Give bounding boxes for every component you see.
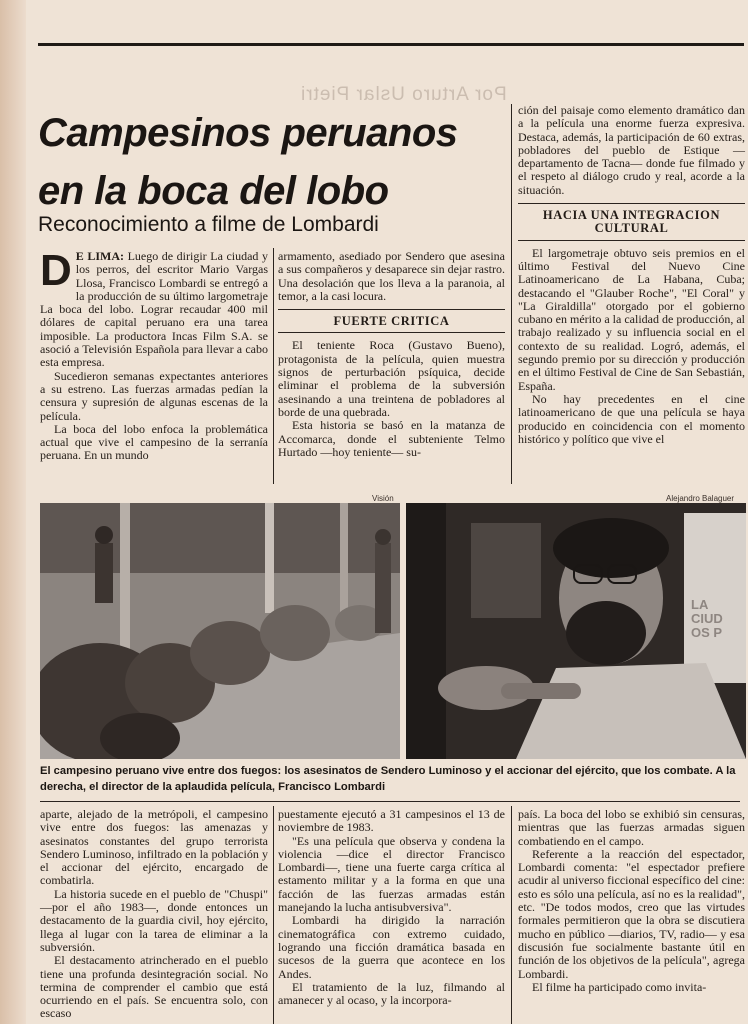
section-heading: FUERTE CRITICA [278,309,505,333]
photo-credit: Alejandro Balaguer [666,494,735,503]
headline: Campesinos peruanos en la boca del lobo [38,111,458,213]
paragraph: El filme ha participado como invita- [532,979,707,994]
photo-credit: Visión [372,494,394,503]
caption-rule [40,801,740,802]
column-divider [511,806,512,1024]
article-column-3 [518,104,745,446]
ghost-show-through-text: Por Arturo Uslar Pietri [300,84,507,105]
article-column-6 [518,808,745,994]
lead-paragraph [40,246,268,370]
column-divider [273,806,274,1024]
poster-text: LA CIUD OS P [691,597,723,640]
article-column-2 [278,250,505,459]
paragraph: La historia sucede en el pueblo de "Chuspi" —por el año 1983—, donde entonces un destacamento de la guardia civil, hoy ejército, llega al lugar con la tarea de eliminar a la subversión. [40,886,268,954]
article-column-5 [278,808,505,1007]
paragraph: Sucedieron semanas expectantes anteriores a su estreno. Las fuerzas armadas pedían la censura y supresión de algunas escenas de la película. [40,368,268,423]
paragraph: El destacamento atrincherado en el pueblo tiene una profunda desintegración social. No termina de comprender el cambio que está ocurriendo en el país. Se encuentra solo, con escaso [40,953,268,1021]
paragraph: puestamente ejecutó a 31 campesinos el 13 de noviembre de 1983. [278,807,505,835]
paragraph: El teniente Roca (Gustavo Bueno), protagonista de la película, quien muestra signos de perturbación psíquica, decide eliminar el problema de la subversión asesinando a una treintena de pobladores al borde de una quebrada. [278,338,505,419]
paragraph: Esta historia se basó en la matanza de Accomarca, donde el subteniente Telmo Hurtado —hoy teniente— su- [278,418,505,459]
photo-caption: El campesino peruano vive entre dos fuegos: los asesinatos de Sendero Luminoso y el accionar del ejército, que los combate. A la derecha, el director de la aplaudida película, Francisco Lombardi [40,765,736,793]
article-column-4 [40,808,268,1021]
top-rule [38,43,744,46]
dateline: E LIMA: [75,249,125,263]
photo-campesinos-illustration [40,503,400,759]
paragraph: Lombardi ha dirigido la narración cinematográfica con extremo cuidado, logrando una ficción dramática basada en sucesos de la guerra que acontece en los Andes. [278,913,505,981]
paragraph: armamento, asediado por Sendero que asesina a sus compañeros y desaparece sin dejar rastro. Una desolación que los lleva a la paranoia, al temor, a la casi locura. [278,249,505,303]
paragraph: Referente a la reacción del espectador, Lombardi comenta: "el espectador prefiere acudir al universo ficcional específico del cine: esto es sólo una película, así no es la realidad", etc. "De todos modos, creo que las virtudes formales permitieron que la obra se discutiera mucho en público —diarios, TV, radio— y esa discusión fue socialmente bastante útil en función de los objetivos de la película", agrega Lombardi. [518,846,745,981]
subheadline: Reconocimiento a filme de Lombardi [38,213,379,236]
section-heading: HACIA UNA INTEGRACION CULTURAL [518,203,745,241]
page-edge [0,0,26,1024]
paragraph: ción del paisaje como elemento dramático dan a la película una enorme fuerza expresiva. Destaca, además, la participación de 60 extras, pobladores del pueblo de Estique —departamento de Tacna— donde fue filmado y el respeto al diálogo crudo y real, acorde a la situación. [518,103,745,197]
paragraph: El tratamiento de la luz, filmando al amanecer y al ocaso, y la incorpora- [278,979,505,1008]
paragraph: El largometraje obtuvo seis premios en el último Festival del Nuevo Cine Latinoamericano de La Habana, Cuba; destacando el "Glauber Roche", "El Coral" y "La Giraldilla" otorgado por el gobierno cubano en mérito a la calidad de producción, al trabajo realizado y su influencia social en el contexto de su realidad. Logró, además, el segundo premio por su dirección y producción en el último Festival de Cine de San Sebastián, España. [518,245,745,393]
paragraph: aparte, alejado de la metrópoli, el campesino vive entre dos fuegos: las amenazas y asesinatos constantes del grupo terrorista Sendero Luminoso, infiltrado en la población y el accionar del ejército, encargado de combatirla. [40,807,268,888]
photo-campesinos [40,503,400,759]
paragraph: La boca del lobo enfoca la problemática actual que vive el campesino de la serranía peruana. En un mundo [40,421,268,463]
paragraph: "Es una película que observa y condena la violencia —dice el director Francisco Lombardi—, tiene una fuerte carga crítica al estamento militar y a la forma en que una facción de las fuerzas armadas están manejando la lucha antisubversiva". [278,833,505,915]
photo-director [406,503,746,759]
article-column-1 [40,246,268,463]
paragraph: No hay precedentes en el cine latinoamericano de que una película se haya producido en coincidencia con el momento histórico y político que vive el [518,391,745,446]
column-divider [273,248,274,484]
column-divider [511,104,512,484]
drop-cap: D [40,246,72,295]
lead-text: Luego de dirigir La ciudad y los perros, del escritor Mario Vargas Llosa, Francisco Lombardi se entregó a la producción de su último largometraje La boca del lobo. Lograr recaudar 400 mil dólares de capital peruano era una tarea imposible. La productora Incas Film S.A. se asoció a Televisión Española para llevar a cabo esta empresa. [40,249,268,370]
paragraph: país. La boca del lobo se exhibió sin censuras, mientras que las fuerzas armadas siguen combatiendo en el campo. [518,807,745,848]
